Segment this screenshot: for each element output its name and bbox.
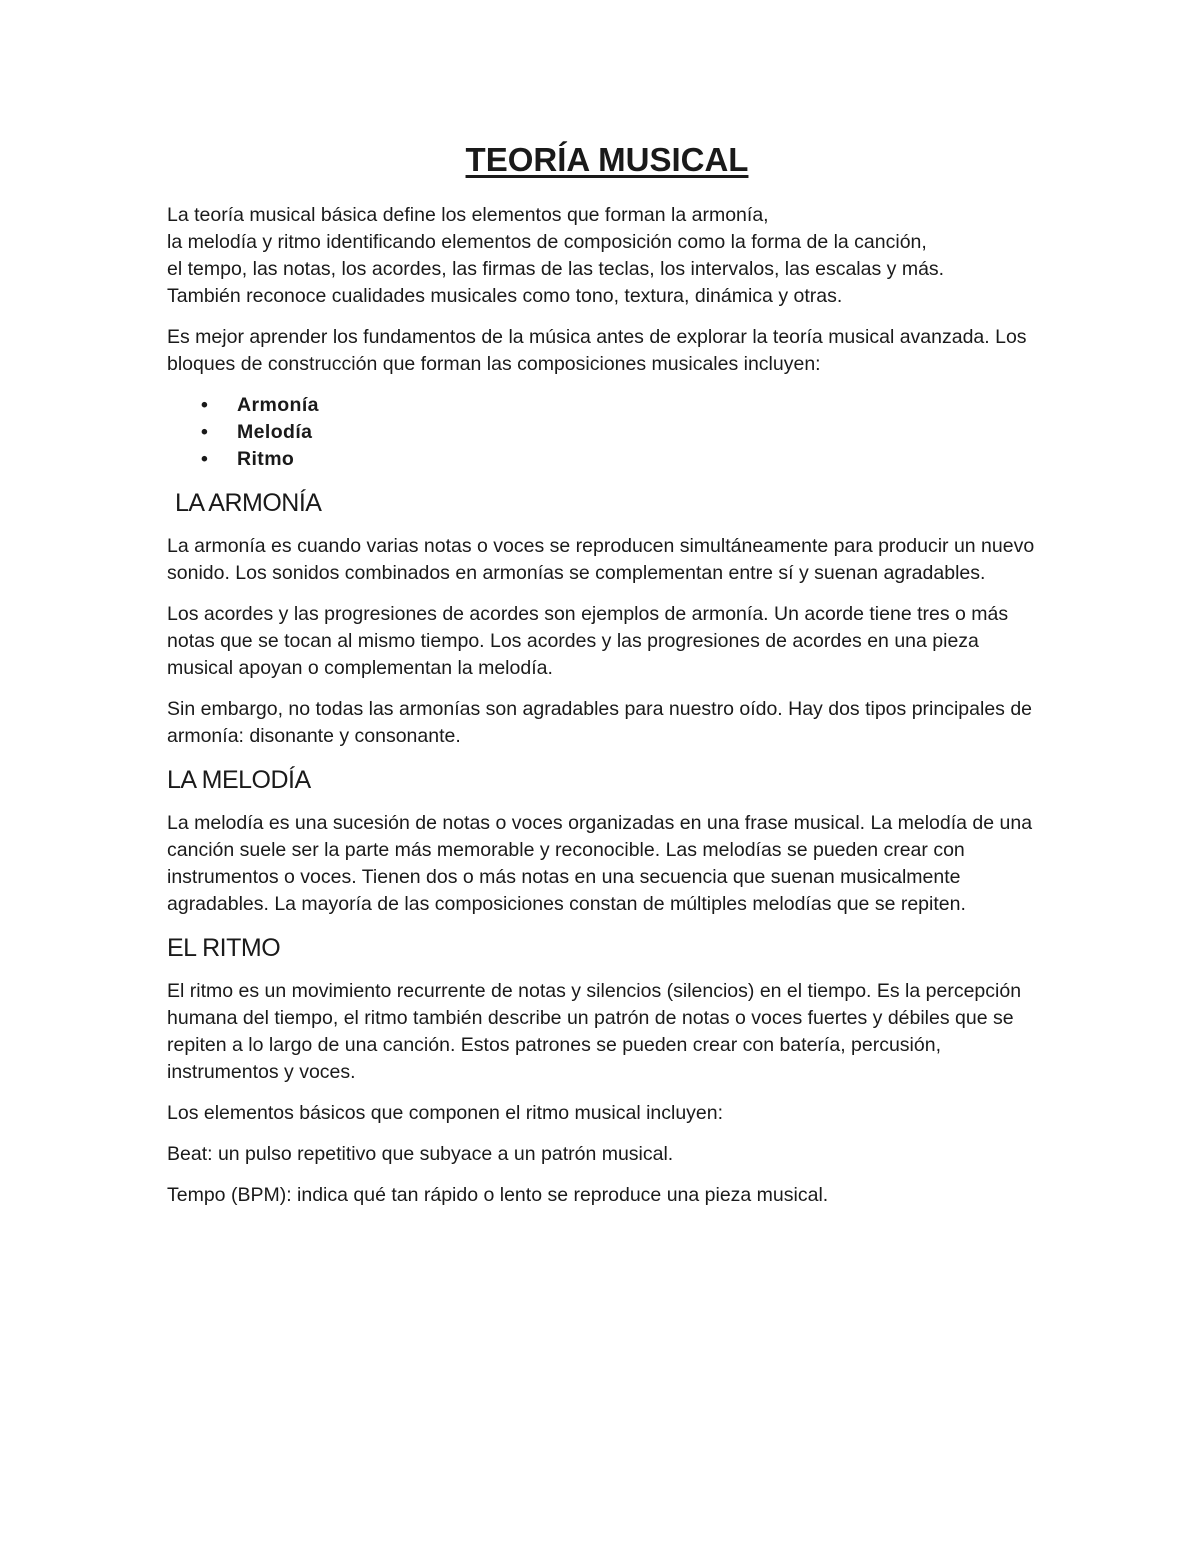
section-heading-armonia: LA ARMONÍA xyxy=(175,489,322,517)
section-heading-melodia: LA MELODÍA xyxy=(167,766,311,794)
list-item xyxy=(201,419,1047,446)
intro-paragraph xyxy=(167,202,1047,310)
section-heading-ritmo: EL RITMO xyxy=(167,934,281,962)
list-item xyxy=(201,446,1047,473)
document-page xyxy=(167,140,1047,1223)
document-title: TEORÍA MUSICAL xyxy=(465,141,749,178)
list-item xyxy=(201,392,1047,419)
armonia-paragraph: La armonía es cuando varias notas o voces se reproducen simultáneamente para producir un nuevo sonido. Los sonidos combinados en armonías se complementan entre sí y suenan agradables. xyxy=(167,535,1035,584)
bullet-icon: • xyxy=(201,421,209,443)
bullet-icon: • xyxy=(201,448,209,470)
ritmo-paragraph: Los elementos básicos que componen el ritmo musical incluyen: xyxy=(167,1102,724,1124)
fundamentals-paragraph: Es mejor aprender los fundamentos de la música antes de explorar la teoría musical avanzada. Los bloques de construcción que forman las composiciones musicales incluyen: xyxy=(167,326,1027,375)
list-item-label: Melodía xyxy=(237,421,313,443)
intro-line: También reconoce cualidades musicales como tono, textura, dinámica y otras. xyxy=(167,285,843,307)
intro-line: el tempo, las notas, los acordes, las firmas de las teclas, los intervalos, las escalas y más. xyxy=(167,258,945,280)
intro-line: la melodía y ritmo identificando elementos de composición como la forma de la canción, xyxy=(167,231,927,253)
armonia-paragraph: Sin embargo, no todas las armonías son agradables para nuestro oído. Hay dos tipos principales de armonía: disonante y consonante. xyxy=(167,698,1033,747)
ritmo-paragraph: Beat: un pulso repetitivo que subyace a un patrón musical. xyxy=(167,1143,674,1165)
building-blocks-list xyxy=(167,392,1047,473)
ritmo-paragraph: Tempo (BPM): indica qué tan rápido o lento se reproduce una pieza musical. xyxy=(167,1184,829,1206)
armonia-paragraph: Los acordes y las progresiones de acordes son ejemplos de armonía. Un acorde tiene tres o más notas que se tocan al mismo tiempo. Los acordes y las progresiones de acordes en una pieza musical apoyan o complementan la melodía. xyxy=(167,603,1009,679)
ritmo-paragraph: El ritmo es un movimiento recurrente de notas y silencios (silencios) en el tiempo. Es la percepción humana del tiempo, el ritmo también describe un patrón de notas o voces fuertes y débiles que se repiten a lo largo de una canción. Estos patrones se pueden crear con batería, percusión, instrumentos y voces. xyxy=(167,980,1022,1083)
list-item-label: Ritmo xyxy=(237,448,295,470)
intro-line: La teoría musical básica define los elementos que forman la armonía, xyxy=(167,204,769,226)
melodia-paragraph: La melodía es una sucesión de notas o voces organizadas en una frase musical. La melodía de una canción suele ser la parte más memorable y reconocible. Las melodías se pueden crear con instrumentos o voces. Tienen dos o más notas en una secuencia que suenan musicalmente agradables. La mayoría de las composiciones constan de múltiples melodías que se repiten. xyxy=(167,812,1033,915)
bullet-icon: • xyxy=(201,394,209,416)
list-item-label: Armonía xyxy=(237,394,319,416)
